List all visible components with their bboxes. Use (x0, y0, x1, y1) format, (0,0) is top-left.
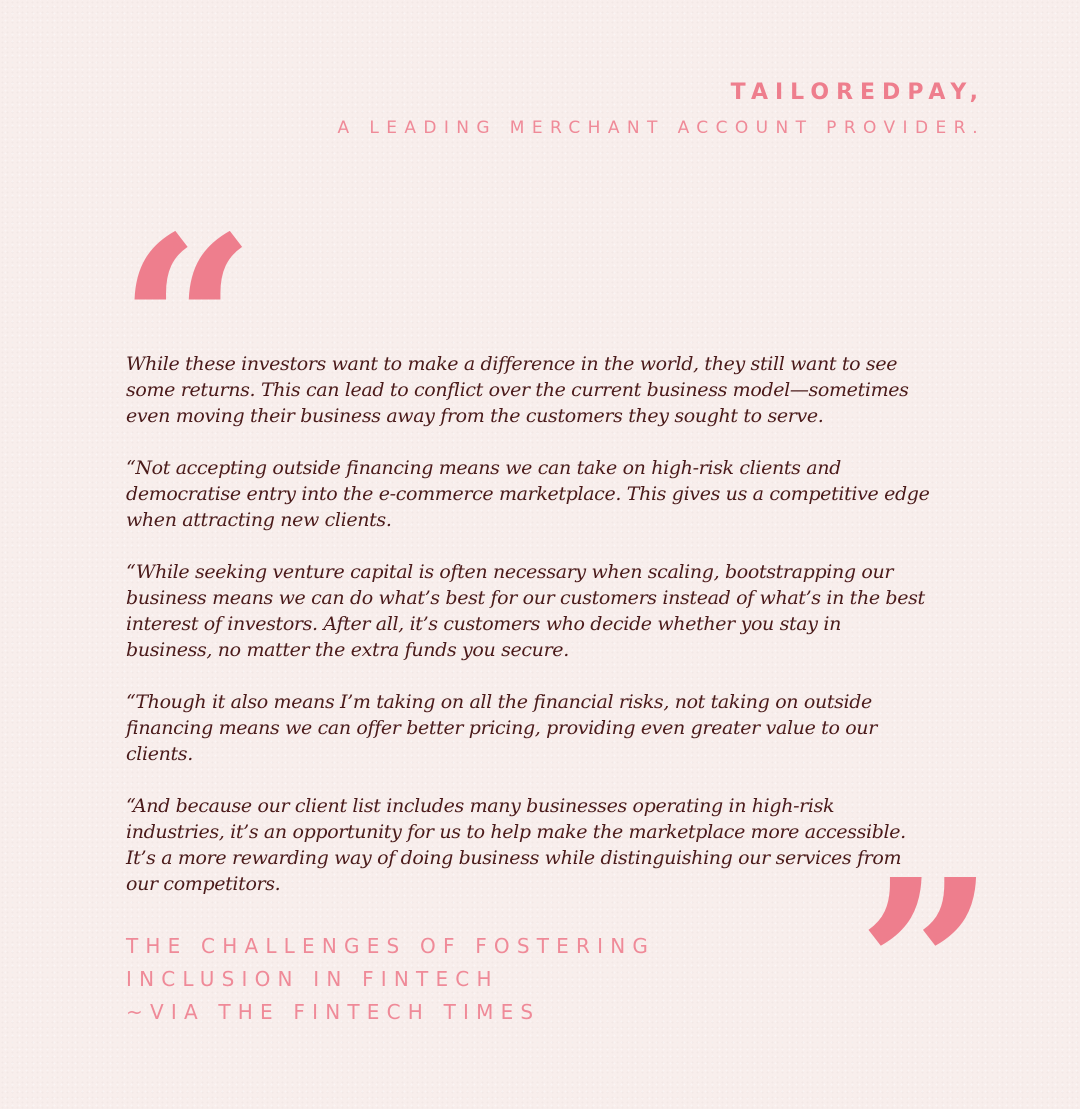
quote-line: business, no matter the extra funds you secure. (126, 639, 569, 661)
quote-line: business means we can do what’s best for our customers instead of what’s in the best (126, 587, 925, 609)
quote-body (126, 351, 986, 897)
quote-line: “And because our client list includes many businesses operating in high-risk (126, 795, 835, 817)
quote-line: some returns. This can lead to conflict over the current business model—sometimes (126, 379, 909, 401)
quote-line: interest of investors. After all, it’s customers who decide whether you stay in (126, 613, 841, 635)
quote-line: While these investors want to make a difference in the world, they still want to see (126, 353, 898, 375)
quote-line: financing means we can offer better pricing, providing even greater value to our (126, 717, 877, 739)
source-attribution (126, 930, 655, 1029)
brand-tagline: A LEADING MERCHANT ACCOUNT PROVIDER. (337, 118, 985, 138)
quote-paragraph (126, 689, 986, 767)
quote-line: industries, it’s an opportunity for us to help make the marketplace more accessible. (126, 821, 906, 843)
quote-paragraph (126, 559, 986, 663)
quote-line: “Not accepting outside financing means we can take on high-risk clients and (126, 457, 841, 479)
quote-line: even moving their business away from the customers they sought to serve. (126, 405, 824, 427)
quote-line: clients. (126, 743, 193, 765)
header (337, 80, 985, 139)
source-line: THE CHALLENGES OF FOSTERING (126, 934, 656, 958)
close-quote-icon: ” (857, 827, 996, 1109)
quote-line: It’s a more rewarding way of doing business while distinguishing our services from (126, 847, 902, 869)
quote-line: when attracting new clients. (126, 509, 392, 531)
open-quote-icon: “ (118, 184, 257, 466)
quote-line: democratise entry into the e-commerce marketplace. This gives us a competitive edge (126, 483, 930, 505)
source-line: ~VIA THE FINTECH TIMES (126, 1000, 541, 1024)
quote-paragraph (126, 351, 986, 429)
quote-line: our competitors. (126, 873, 281, 895)
source-line: INCLUSION IN FINTECH (126, 967, 499, 991)
brand-name: TAILOREDPAY, (730, 80, 985, 105)
quote-paragraph (126, 455, 986, 533)
quote-line: “While seeking venture capital is often necessary when scaling, bootstrapping our (126, 561, 894, 583)
quote-line: “Though it also means I’m taking on all the financial risks, not taking on outside (126, 691, 872, 713)
